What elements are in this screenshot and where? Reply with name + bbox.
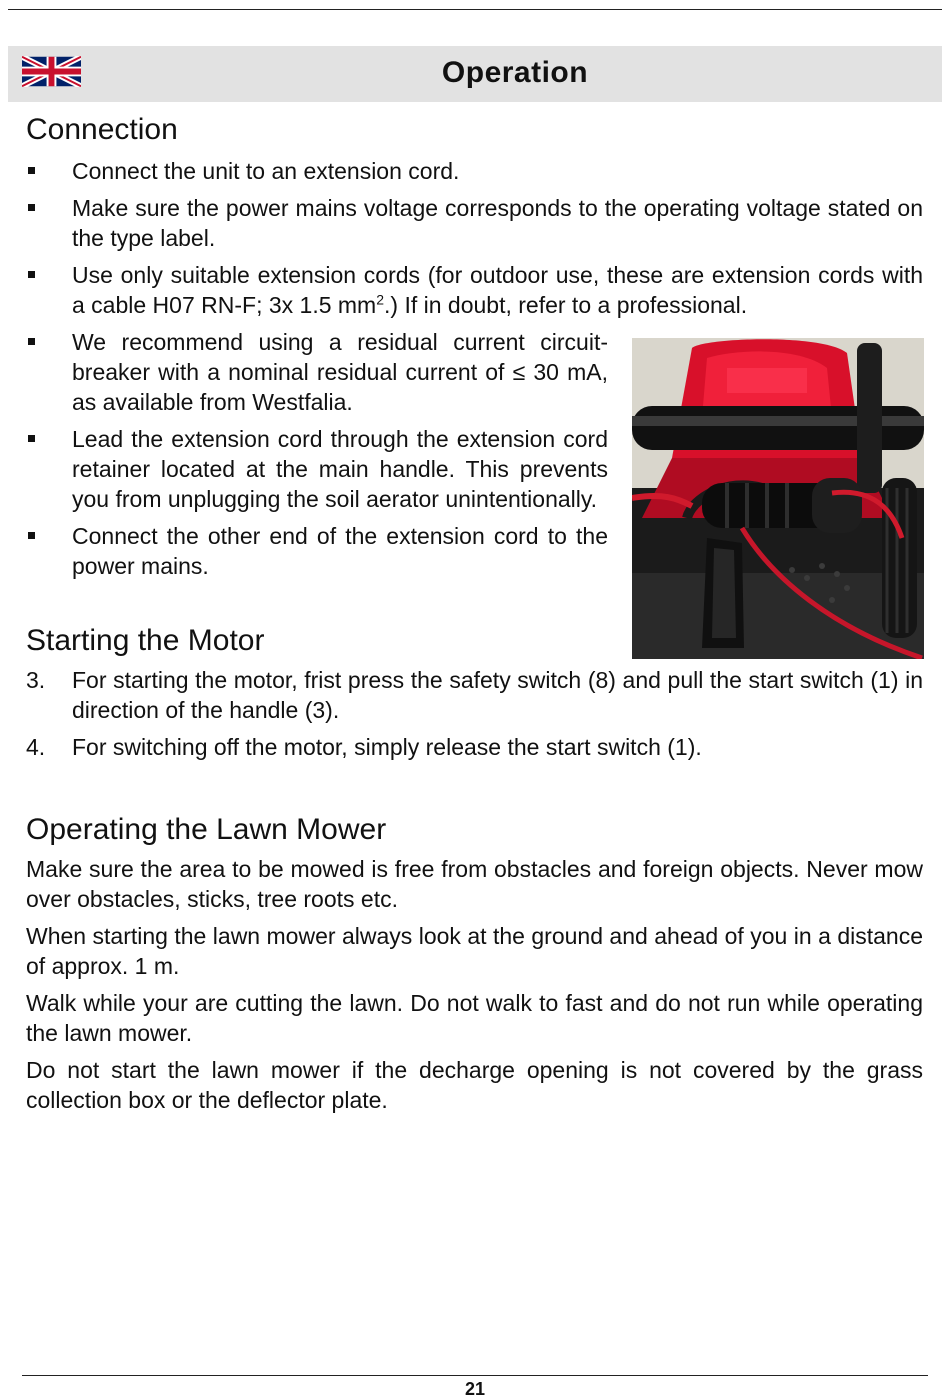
page-number: 21 (464, 1379, 486, 1399)
connection-bullet-2: Make sure the power mains voltage corresponds to the operating voltage stated on the type label. (26, 193, 923, 253)
starting-motor-heading: Starting the Motor (26, 624, 265, 657)
bullet-marker (28, 435, 35, 442)
bullet-marker (28, 167, 35, 174)
top-rule (8, 9, 942, 10)
starting-step-4: 4. For switching off the motor, simply release the start switch (1). (26, 734, 702, 760)
operating-paragraph-3: Walk while your are cutting the lawn. Do not walk to fast and do not run while operating the lawn mower. (26, 990, 923, 1046)
bullet-marker (28, 532, 35, 539)
operating-paragraph-1: Make sure the area to be mowed is free from obstacles and foreign objects. Never mow over obstacles, sticks, tree roots etc. (26, 856, 923, 912)
operating-paragraph-4: Do not start the lawn mower if the decharge opening is not covered by the grass collection box or the deflector plate. (26, 1057, 923, 1113)
page-header (8, 46, 942, 102)
connection-heading: Connection (26, 113, 178, 146)
mower-photo (632, 338, 924, 659)
connection-bullet-3: Use only suitable extension cords (for outdoor use, these are extension cords with a cable H07 RN-F; 3x 1.5 $mm^2$.) If in doubt, refer to a professional. (26, 260, 923, 320)
superscript: 2 (376, 291, 385, 308)
operating-heading: Operating the Lawn Mower (26, 813, 387, 846)
step-number: 4. (26, 734, 46, 760)
bottom-rule (22, 1375, 928, 1376)
operating-paragraph-2: When starting the lawn mower always look at the ground and ahead of you in a distance of approx. 1 m. (26, 923, 923, 979)
page-title: Operation (441, 56, 589, 89)
connection-bullet-6: Connect the other end of the extension cord to the power mains. (26, 521, 608, 581)
bullet-marker (28, 338, 35, 345)
connection-bullet-4: We recommend using a residual current circuit-breaker with a nominal residual current of ≤ 30 mA, as available from Westfalia. (26, 327, 608, 417)
connection-bullet-5: Lead the extension cord through the extension cord retainer located at the main handle. This prevents you from unplugging the soil aerator unintentionally. (26, 424, 608, 514)
starting-step-3: 3. For starting the motor, frist press the safety switch (8) and pull the start switch (1) in direction of the handle (3). (26, 667, 923, 723)
connection-bullet-1: Connect the unit to an extension cord. (26, 156, 923, 186)
step-number: 3. (26, 667, 46, 693)
bullet-marker (28, 204, 35, 211)
bullet-marker (28, 271, 35, 278)
